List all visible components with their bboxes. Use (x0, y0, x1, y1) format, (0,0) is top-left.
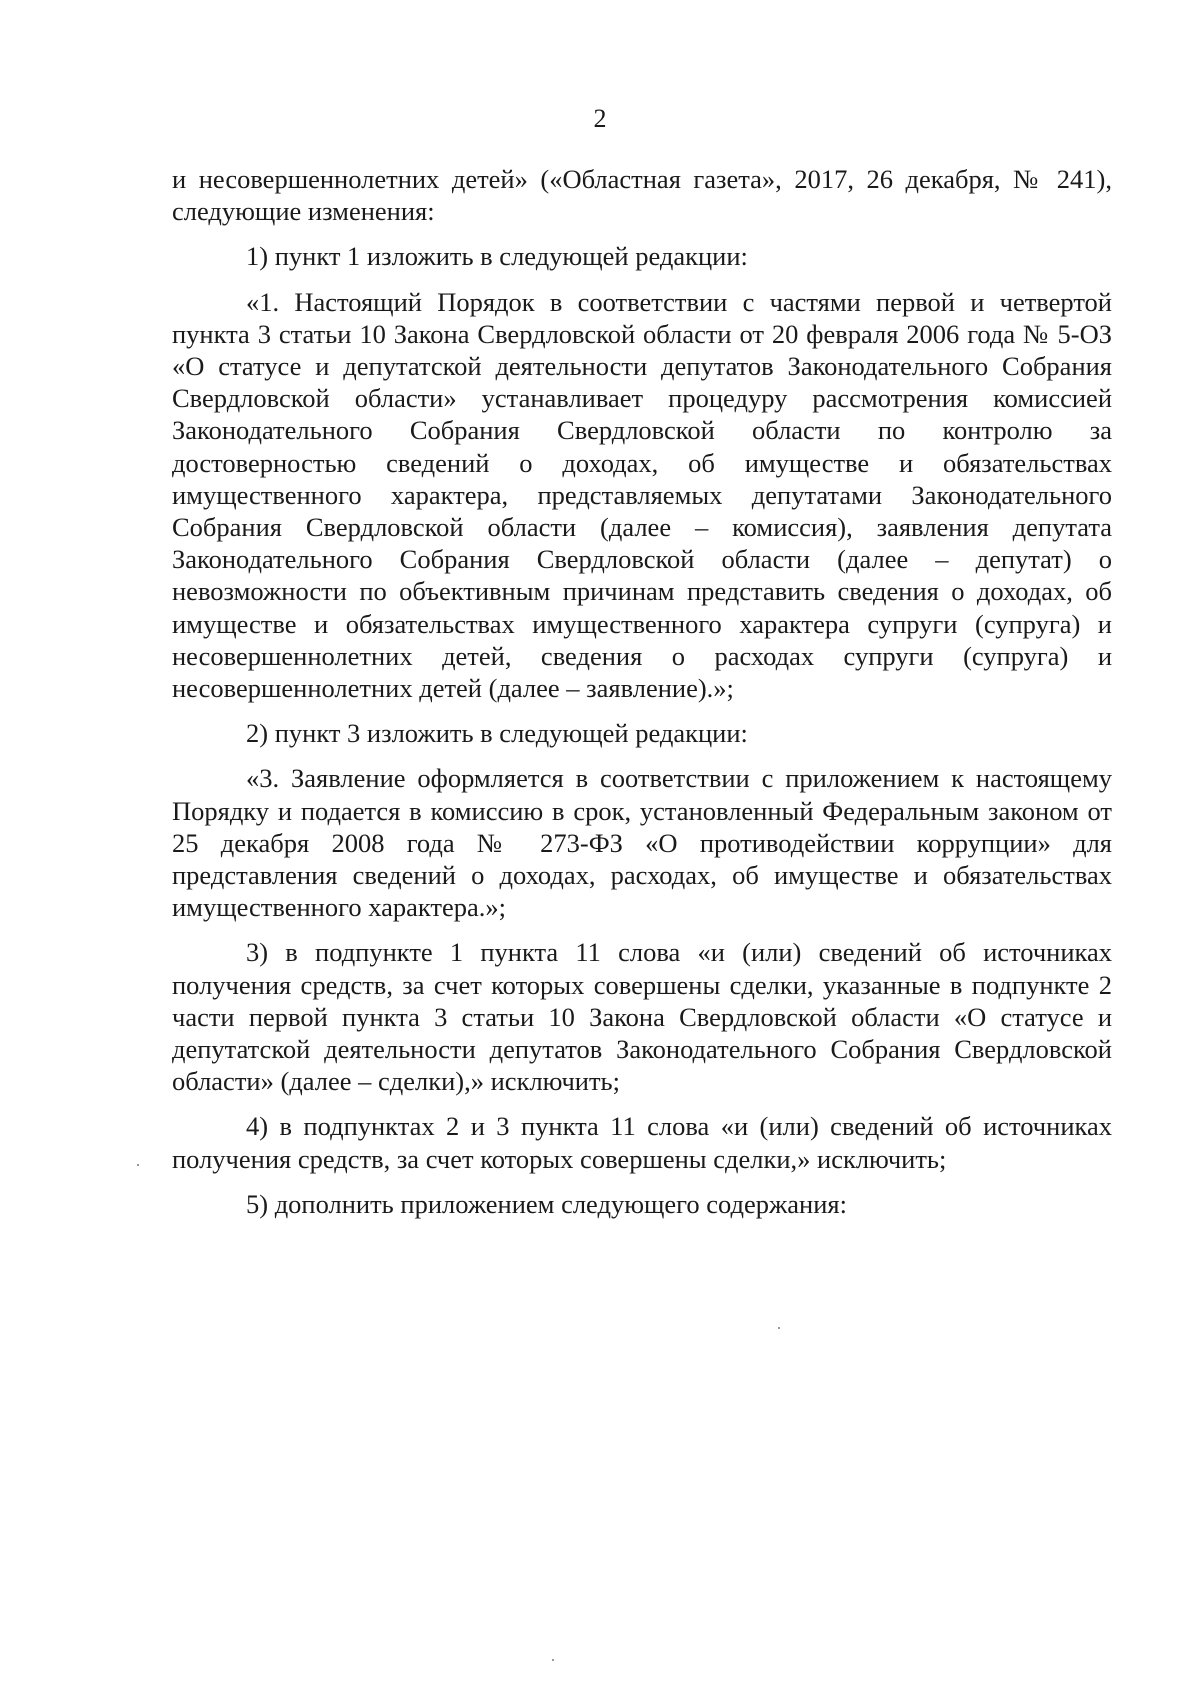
paragraph-continuation: и несовершеннолетних детей» («Областная газета», 2017, 26 декабря, № 241), следующие изменения: (172, 164, 1112, 227)
page-number: 2 (593, 104, 607, 133)
paragraph-item-1-text: «1. Настоящий Порядок в соответствии с частями первой и четвертой пункта 3 статьи 10 Закона Свердловской области от 20 февраля 2006 года № 5-ОЗ «О статусе и депутатской деятельности депутатов Законодательного Собрания Свердловской области» устанавливает процедуру рассмотрения комиссией Законодательного Собрания Свердловской области по контролю за достоверностью сведений о доходах, об имуществе и обязательствах имущественного характера, представляемых депутатами Законодательного Собрания Свердловской области (далее – комиссия), заявления депутата Законодательного Собрания Свердловской области (далее – депутат) о невозможности по объективным причинам представить сведения о доходах, об имуществе и обязательствах имущественного характера супруги (супруга) и несовершеннолетних детей, сведения о расходах супруги (супруга) и несовершеннолетних детей (далее – заявление).»; (172, 286, 1112, 704)
scan-speck (778, 1327, 780, 1329)
paragraph-item-5: 5) дополнить приложением следующего содержания: (246, 1188, 847, 1219)
paragraph-item-3: 3) в подпункте 1 пункта 11 слова «и (или) сведений об источниках получения средств, за счет которых совершены сделки, указанные в подпункте 2 части первой пункта 3 статьи 10 Закона Свердловской области «О статусе и депутатской деятельности депутатов Законодательного Собрания Свердловской области» (далее – сделки),» исключить; (172, 937, 1112, 1097)
scan-speck (552, 1659, 554, 1661)
paragraph-item-1: 1) пункт 1 изложить в следующей редакции: (246, 241, 748, 272)
scan-speck (137, 1164, 139, 1166)
paragraph-item-2-text: «3. Заявление оформляется в соответствии с приложением к настоящему Порядку и подается в комиссию в срок, установленный Федеральным законом от 25 декабря 2008 года № 273-ФЗ «О противодействии коррупции» для представления сведений о доходах, расходах, об имуществе и обязательствах имущественного характера.»; (172, 763, 1112, 923)
paragraph-item-2: 2) пункт 3 изложить в следующей редакции: (246, 718, 748, 749)
paragraph-item-4: 4) в подпунктах 2 и 3 пункта 11 слова «и (или) сведений об источниках получения средств, за счет которых совершены сделки,» исключить; (172, 1111, 1112, 1174)
document-body (172, 163, 1112, 1233)
